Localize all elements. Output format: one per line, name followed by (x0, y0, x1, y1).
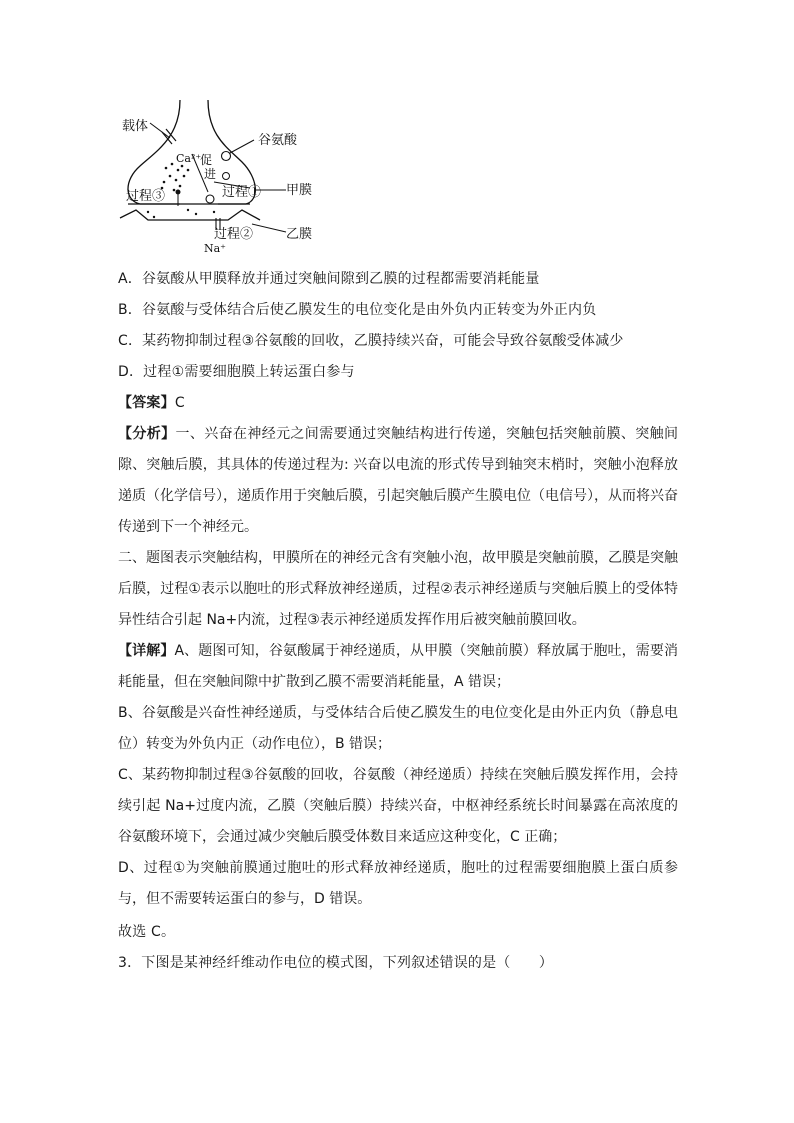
analysis-text-2: 二、题图表示突触结构，甲膜所在的神经元含有突触小泡，故甲膜是突触前膜，乙膜是突触后膜，过程①表示以胞吐的形式释放神经递质，过程②表示神经递质与突触后膜上的受体特异性结合引起 Na+内流，过程③表示神经递质发挥作用后被突触前膜回收。 (118, 550, 678, 628)
synapse-svg (118, 96, 318, 256)
next-question: 3．下图是某神经纤维动作电位的模式图，下列叙述错误的是（ ） (118, 955, 554, 971)
conclusion: 故选 C。 (118, 924, 176, 940)
label-process3: 过程③ (126, 189, 166, 204)
detail-a (118, 636, 678, 698)
label-sodium: Na⁺ (204, 242, 226, 255)
option-b: B．谷氨酸与受体结合后使乙膜发生的电位变化是由外负内正转变为外正内负 (118, 302, 597, 318)
label-promote-1: 促 (200, 153, 213, 167)
detail-text-a: A、题图可知，谷氨酸属于神经递质，从甲膜（突触前膜）释放属于胞吐，需要消耗能量，但在突触间隙中扩散到乙膜不需要消耗能量，A 错误； (118, 643, 679, 690)
detail-d: D、过程①为突触前膜通过胞吐的形式释放神经递质，胞吐的过程需要细胞膜上蛋白质参与，但不需要转运蛋白的参与，D 错误。 (118, 860, 678, 907)
detail-b: B、谷氨酸是兴奋性神经递质，与受体结合后使乙膜发生的电位变化是由外正内负（静息电位）转变为外负内正（动作电位），B 错误； (118, 705, 678, 752)
fusing-vesicle (206, 195, 214, 203)
detail-c: C、某药物抑制过程③谷氨酸的回收，谷氨酸（神经递质）持续在突触后膜发挥作用，会持续引起 Na+过度内流，乙膜（突触后膜）持续兴奋，中枢神经系统长时间暴露在高浓度的谷氨酸环境下，会通过减少突触后膜受体数目来适应这种变化，C 正确； (118, 767, 678, 845)
label-glutamate: 谷氨酸 (258, 133, 298, 148)
analysis-label: 【分析】 (118, 426, 176, 442)
option-c: C．某药物抑制过程③谷氨酸的回收，乙膜持续兴奋，可能会导致谷氨酸受体减少 (118, 333, 624, 349)
label-process2: 过程② (214, 227, 254, 242)
option-a: A．谷氨酸从甲膜释放并通过突触间隙到乙膜的过程都需要消耗能量 (118, 271, 540, 287)
answer-label: 【答案】 (118, 395, 175, 411)
option-d: D．过程①需要细胞膜上转运蛋白参与 (118, 364, 355, 380)
analysis-p2 (118, 543, 678, 636)
analysis-text-1: 一、兴奋在神经元之间需要通过突触结构进行传递，突触包括突触前膜、突触间隙、突触后膜，其具体的传递过程为: 兴奋以电流的形式传导到轴突末梢时，突触小泡释放递质（化学信号），递质作用于突触后膜，引起突触后膜产生膜电位（电信号），从而将兴奋传递到下一个神经元。 (118, 426, 679, 535)
label-membrane-b: 乙膜 (286, 227, 313, 242)
label-calcium: Ca²⁺ (176, 152, 202, 165)
label-process1: 过程① (222, 185, 262, 200)
label-membrane-a: 甲膜 (286, 183, 313, 198)
analysis-p1 (118, 419, 678, 543)
glutamate-vesicle (222, 152, 231, 161)
detail-label: 【详解】 (118, 643, 175, 659)
answer-line (118, 393, 678, 413)
synapse-diagram (118, 96, 318, 256)
answer-value: C (174, 395, 185, 411)
label-promote-2: 进 (204, 167, 217, 181)
membrane-b-line (120, 210, 260, 220)
label-carrier: 载体 (122, 119, 149, 134)
